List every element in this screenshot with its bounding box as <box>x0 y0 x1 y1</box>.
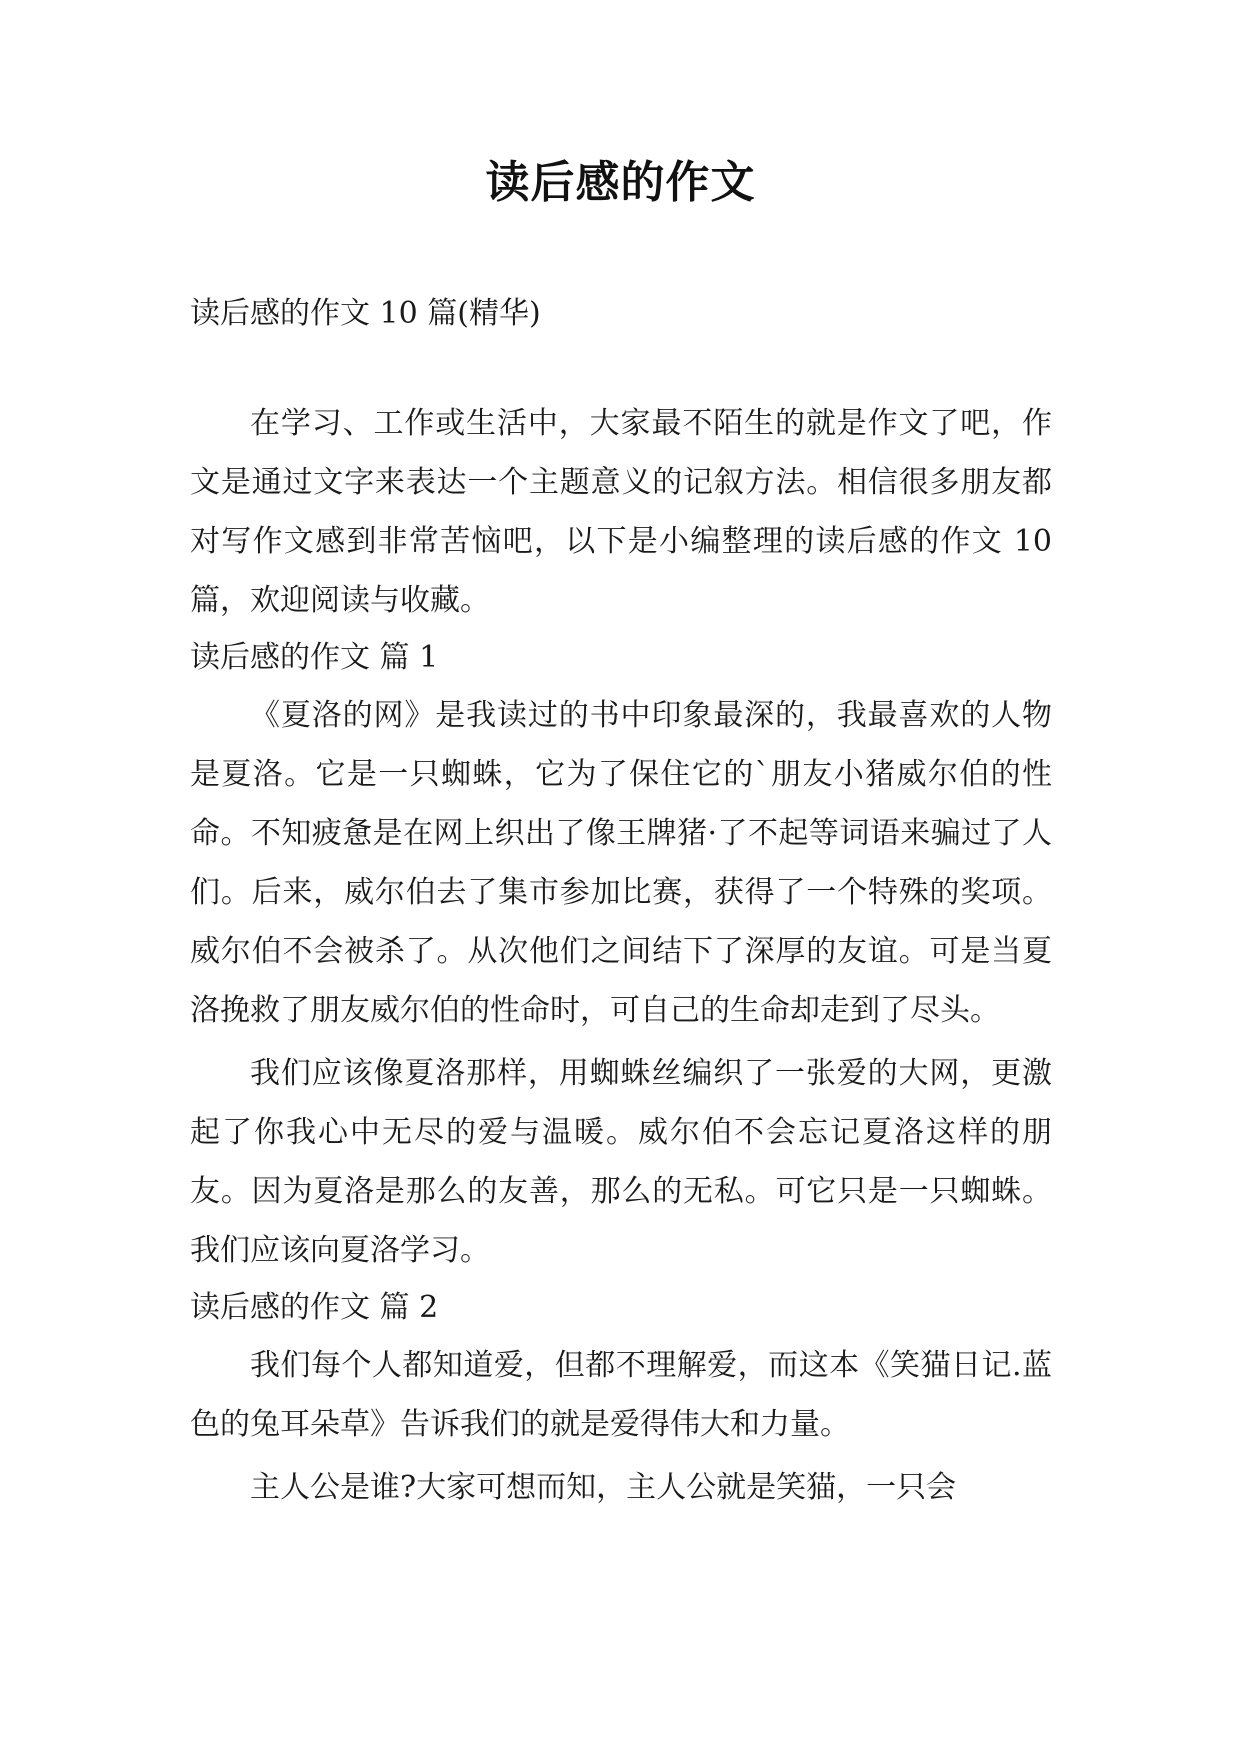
intro-paragraph: 在学习、工作或生活中，大家最不陌生的就是作文了吧，作文是通过文字来表达一个主题意义的记叙方法。相信很多朋友都对写作文感到非常苦恼吧，以下是小编整理的读后感的作文 10 篇，欢迎阅读与收藏。 <box>190 406 1052 618</box>
body-paragraph: 《夏洛的网》是我读过的书中印象最深的，我最喜欢的人物是夏洛。它是一只蜘蛛，它为了保住它的`朋友小猪威尔伯的性命。不知疲惫是在网上织出了像王牌猪·了不起等词语来骗过了人们。后来，威尔伯去了集市参加比赛，获得了一个特殊的奖项。威尔伯不会被杀了。从次他们之间结下了深厚的友谊。可是当夏洛挽救了朋友威尔伯的性命时，可自己的生命却走到了尽头。 <box>190 698 1052 1028</box>
document-subtitle: 读后感的作文 10 篇(精华) <box>190 296 541 331</box>
document-body <box>190 294 1052 1517</box>
body-paragraph: 我们每个人都知道爱，但都不理解爱，而这本《笑猫日记.蓝色的兔耳朵草》告诉我们的就是爱得伟大和力量。 <box>190 1348 1052 1442</box>
document-title: 读后感的作文 <box>485 157 756 208</box>
section-heading: 读后感的作文 篇 1 <box>190 640 439 675</box>
section-heading: 读后感的作文 篇 2 <box>190 1290 439 1325</box>
body-paragraph: 主人公是谁?大家可想而知，主人公就是笑猫，一只会 <box>250 1470 957 1505</box>
body-paragraph: 我们应该像夏洛那样，用蜘蛛丝编织了一张爱的大网，更激起了你我心中无尽的爱与温暖。威尔伯不会忘记夏洛这样的朋友。因为夏洛是那么的友善，那么的无私。可它只是一只蜘蛛。我们应该向夏洛学习。 <box>190 1056 1052 1268</box>
